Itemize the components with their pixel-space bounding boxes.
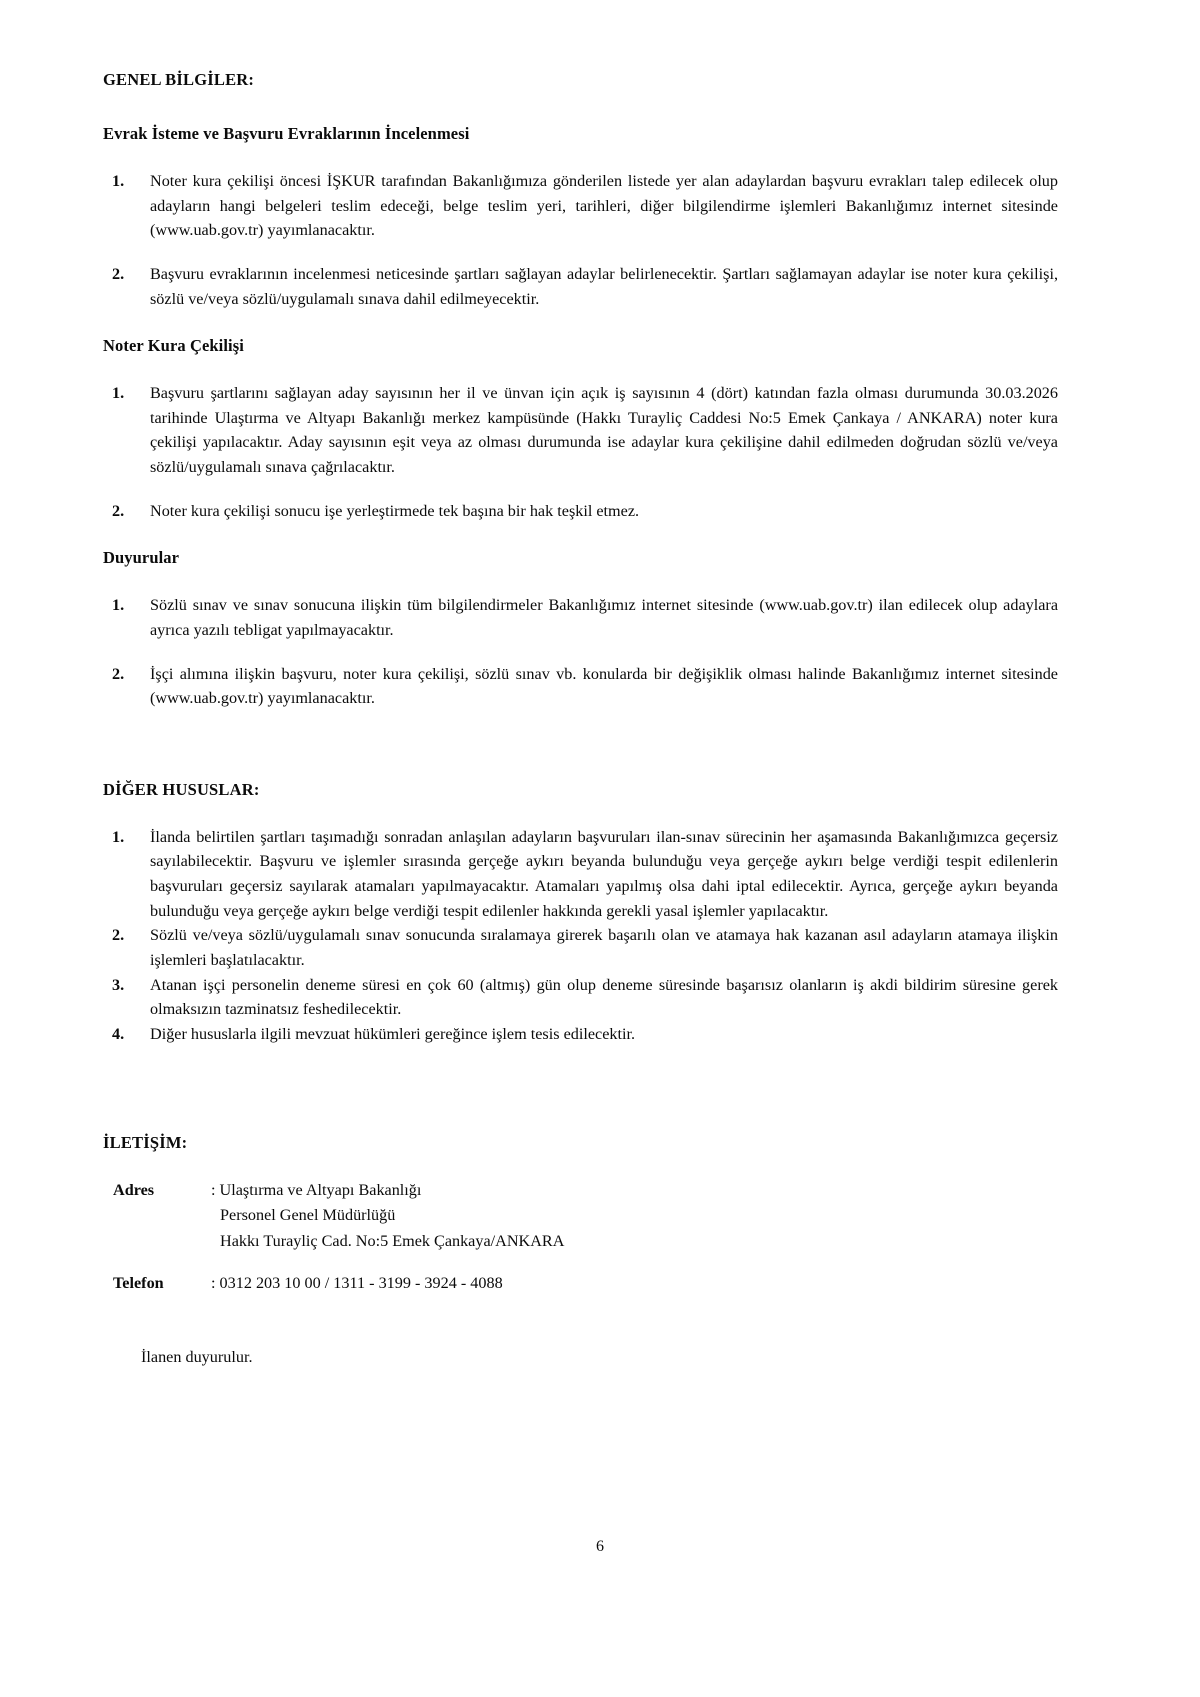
- list-item: [103, 1022, 1058, 1047]
- list-marker: 4.: [112, 1024, 125, 1043]
- list-item-text: Noter kura çekilişi sonucu işe yerleştirmede tek başına bir hak teşkil etmez.: [150, 501, 640, 520]
- subheading-notary-draw: Noter Kura Çekilişi: [103, 336, 244, 356]
- spacer-before-address: [103, 1153, 1058, 1178]
- spacer-before-announcements-list: [103, 568, 1058, 593]
- subheading-announcements: Duyurular: [103, 548, 180, 568]
- list-item: [103, 973, 1058, 1022]
- heading-other-matters: DİĞER HUSUSLAR:: [103, 779, 260, 799]
- contact-phone-value: : 0312 203 10 00 / 1311 - 3199 - 3924 - 4088: [211, 1273, 503, 1292]
- spacer-before-contact: [103, 1046, 1058, 1116]
- list-marker: 2.: [112, 264, 125, 283]
- spacer-before-other-matters-list: [103, 800, 1058, 825]
- list-document-request: [103, 169, 1058, 311]
- list-item-text: Diğer hususlarla ilgili mevzuat hükümleri gereğince işlem tesis edilecektir.: [150, 1024, 636, 1043]
- list-marker: 1.: [112, 596, 125, 615]
- list-item-text: Başvuru evraklarının incelenmesi neticesinde şartları sağlayan adaylar belirlenecektir. Şartları sağlamayan adaylar ise noter kura çekilişi, sözlü ve/veya sözlü/uygulamalı sınava dahil edilmeyecektir.: [150, 264, 1058, 308]
- list-item: [103, 923, 1058, 972]
- list-item-text: Sözlü sınav ve sınav sonucuna ilişkin tüm bilgilendirmeler Bakanlığımız internet sitesinde (www.uab.gov.tr) ilan edilecek olup adaylara ayrıca yazılı tebligat yapılmayacaktır.: [150, 596, 1058, 639]
- spacer-before-contact-2: [103, 1116, 1058, 1133]
- spacer-before-announcements-heading: [103, 523, 1058, 548]
- spacer-before-notary-list: [103, 356, 1058, 381]
- list-marker: 1.: [112, 172, 125, 190]
- address-line: Personel Genel Müdürlüğü: [220, 1206, 396, 1225]
- list-item-text: Başvuru şartlarını sağlayan aday sayısının her il ve ünvan için açık iş sayısının 4 (dört) katından fazla olması durumunda 30.03.2026 tarihinde Ulaştırma ve Altyapı Bakanlığı merkez kampüsünde (Hakkı Turayliç Caddesi No:5 Emek Çankaya / ANKARA) noter kura çekilişi yapılacaktır. Aday sayısının eşit veya az olması durumunda ise adaylar kura çekilişine dahil edilmeden doğrudan sözlü ve/veya sözlü/uygulamalı sınava çağrılacaktır.: [150, 384, 1058, 476]
- spacer-after-general-info: [103, 90, 1058, 124]
- list-item: [103, 262, 1058, 311]
- spacer-before-notary-heading: [103, 311, 1058, 336]
- contact-address-value: [211, 1178, 1058, 1253]
- top-spacer: [103, 0, 1058, 70]
- spacer-before-closing: [103, 1296, 1058, 1348]
- list-marker: 1.: [112, 384, 125, 403]
- list-other-matters: [103, 825, 1058, 1047]
- list-marker: 2.: [112, 664, 125, 683]
- heading-contact: İLETİŞİM:: [103, 1133, 188, 1153]
- list-marker: 2.: [112, 501, 125, 520]
- page-number: 6: [596, 1538, 604, 1555]
- list-item-text: Noter kura çekilişi öncesi İŞKUR tarafından Bakanlığımıza gönderilen listede yer alan adaylardan başvuru evrakları talep edilecek olup adayların hangi belgeleri teslim edeceği, belge teslim yeri, tarihleri, diğer bilgilendirme işlemleri Bakanlığımız internet sitesinde (www.uab.gov.tr) yayımlanacaktır.: [150, 172, 1058, 240]
- list-item: [103, 381, 1058, 480]
- heading-general-info: GENEL BİLGİLER:: [103, 70, 255, 89]
- list-item-text: Sözlü ve/veya sözlü/uygulamalı sınav sonucunda sıralamaya girerek başarılı olan ve atamaya hak kazanan asıl adayların atamaya ilişkin işlemleri başlatılacaktır.: [150, 926, 1058, 969]
- closing-statement: İlanen duyurulur.: [141, 1347, 253, 1366]
- list-item-text: Atanan işçi personelin deneme süresi en çok 60 (altmış) gün olup deneme süresinde başarısız olanların iş akdi bildirim süresine gerek olmaksızın tazminatsız feshedilecektir.: [150, 975, 1058, 1019]
- spacer-before-other-matters-2: [103, 763, 1058, 780]
- list-item: [103, 499, 1058, 524]
- list-item-text: İlanda belirtilen şartları taşımadığı sonradan anlaşılan adayların başvuruları ilan-sınav sürecinin her aşamasında Bakanlığımızca geçersiz sayılabilecektir. Başvuru ve işlemler sırasında gerçeğe aykırı beyanda bulunduğu veya gerçeğe aykırı belge verdiği tespit edilenlerin başvuruları geçersiz sayılarak atamaları yapılmayacaktır. Atamaları yapılmış olsa dahi iptal edilecektir. Ayrıca, gerçeğe aykırı beyanda bulunduğu veya gerçeğe aykırı belge verdiği tespit edilenler hakkında gerekli yasal işlemler yapılacaktır.: [150, 827, 1058, 920]
- address-line: : Ulaştırma ve Altyapı Bakanlığı: [211, 1181, 422, 1200]
- list-item: [103, 593, 1058, 642]
- contact-address-label: Adres: [113, 1181, 155, 1200]
- list-marker: 2.: [112, 926, 125, 945]
- list-marker: 1.: [112, 827, 125, 846]
- contact-phone-label: Telefon: [113, 1273, 164, 1292]
- page-content: [103, 0, 1058, 1367]
- list-item: [103, 662, 1058, 711]
- contact-phone-row: [103, 1271, 1058, 1296]
- list-item: [103, 169, 1058, 243]
- subheading-document-request: Evrak İsteme ve Başvuru Evraklarının İncelenmesi: [103, 124, 470, 143]
- list-item-text: İşçi alımına ilişkin başvuru, noter kura çekilişi, sözlü sınav vb. konularda bir değişiklik olması halinde Bakanlığımız internet sitesinde (www.uab.gov.tr) yayımlanacaktır.: [150, 664, 1058, 708]
- list-notary-draw: [103, 381, 1058, 523]
- list-announcements: [103, 593, 1058, 711]
- spacer-before-other-matters: [103, 711, 1058, 763]
- spacer-before-phone: [103, 1254, 1058, 1271]
- list-marker: 3.: [112, 975, 125, 994]
- contact-address-row: [103, 1178, 1058, 1253]
- address-line: Hakkı Turayliç Cad. No:5 Emek Çankaya/ANKARA: [220, 1231, 565, 1250]
- list-item: [103, 825, 1058, 924]
- spacer-before-doc-request-list: [103, 144, 1058, 169]
